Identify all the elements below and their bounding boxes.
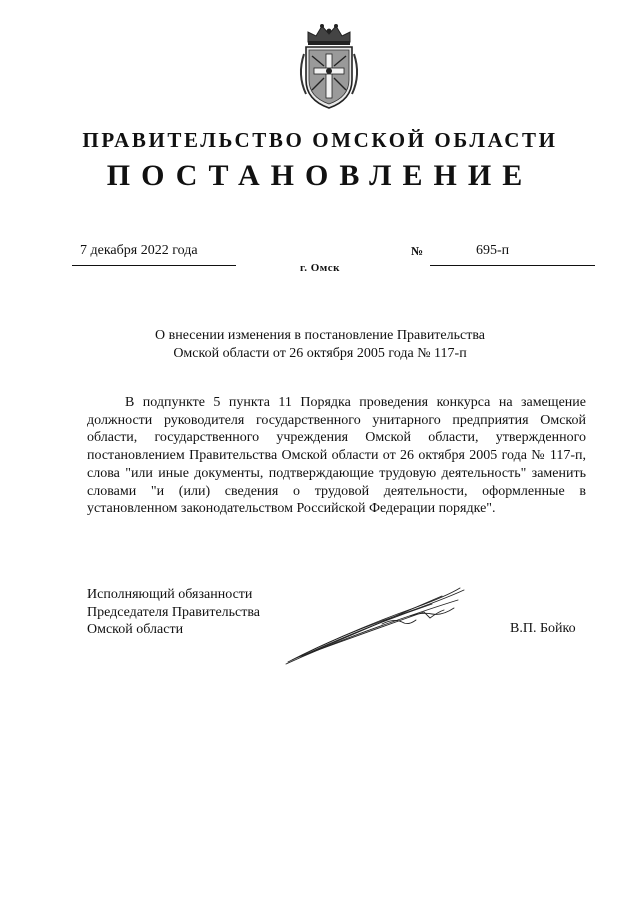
signer-position-line-3: Омской области	[87, 622, 184, 637]
handwritten-signature-icon	[282, 582, 468, 668]
document-type-title: ПОСТАНОВЛЕНИЕ	[106, 159, 534, 192]
signer-position-line-2: Председателя Правительства	[87, 604, 261, 620]
subject-line-1: О внесении изменения в постановление Правительства	[155, 328, 485, 343]
signer-position	[87, 586, 260, 639]
body-paragraph: В подпункте 5 пункта 11 Порядка проведения конкурса на замещение должности руководителя государственного унитарного предприятия Омской области, государственного учреждения Омской области, утвержденного постановлением Правительства Омской области от 26 октября 2005 года № 117-п, слова "или иные документы, подтверждающие трудовую деятельность" заменить словами "и (или) сведения о трудовой деятельности, оформленные в установленном законодательством Российской Федерации порядке".	[87, 395, 586, 517]
document-subject	[0, 327, 640, 363]
subject-line-2: Омской области от 26 октября 2005 года № 117-п	[173, 346, 467, 361]
document-number: 695-п	[476, 243, 510, 258]
city-label: г. Омск	[299, 262, 341, 274]
document-date: 7 декабря 2022 года	[80, 243, 198, 258]
number-sign: №	[411, 244, 424, 258]
signer-name: В.П. Бойко	[510, 621, 576, 636]
omsk-coat-of-arms-icon	[294, 20, 364, 112]
signer-position-line-1: Исполняющий обязанности	[87, 587, 253, 602]
government-title: ПРАВИТЕЛЬСТВО ОМСКОЙ ОБЛАСТИ	[82, 128, 558, 152]
